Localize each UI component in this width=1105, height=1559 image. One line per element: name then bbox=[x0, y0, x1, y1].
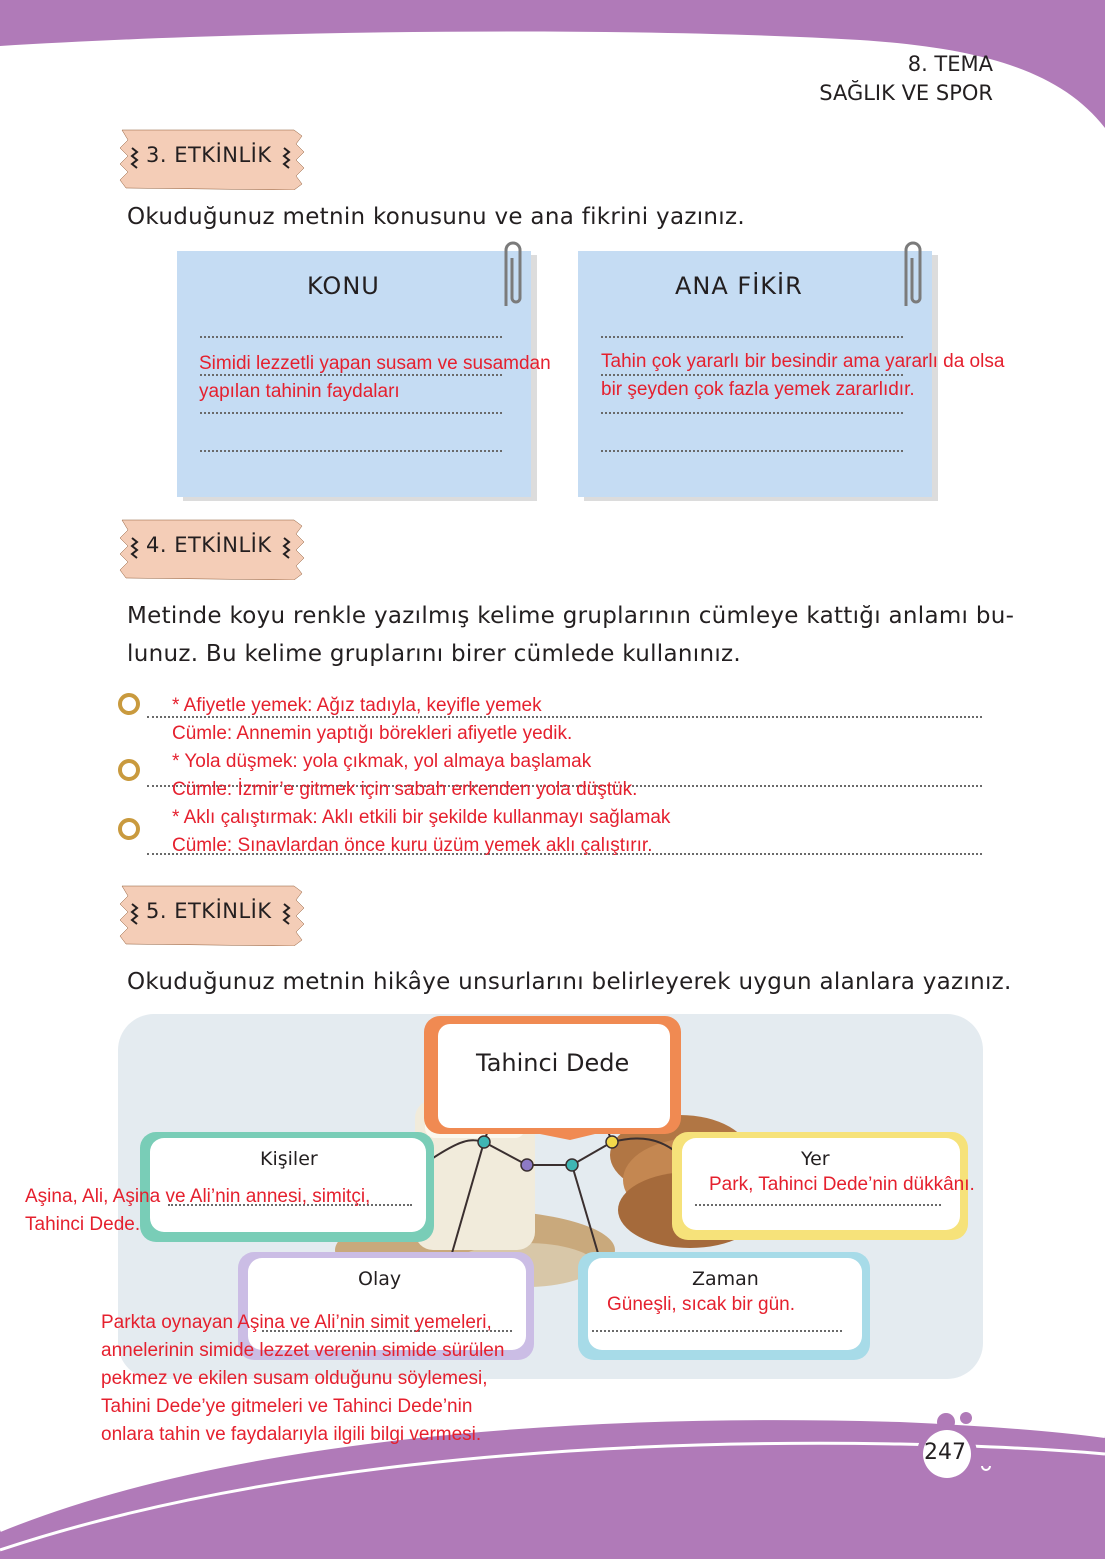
answer-line bbox=[592, 1330, 842, 1332]
zaman-label: Zaman bbox=[692, 1268, 759, 1290]
ana-fikir-answer-line-2: bir şeyden çok fazla yemek zararlıdır. bbox=[601, 379, 915, 400]
center-title: Tahinci Dede bbox=[476, 1049, 630, 1077]
olay-answer-line-1: Parkta oynayan Aşina ve Ali’nin simit yemeleri, bbox=[101, 1312, 492, 1333]
activity4-badge-label: 4. ETKİNLİK bbox=[146, 533, 272, 557]
activity3-badge-label: 3. ETKİNLİK bbox=[146, 143, 272, 167]
activity4-answer-3: * Yola düşmek: yola çıkmak, yol almaya başlamak bbox=[172, 751, 592, 772]
kisiler-answer-line-2: Tahinci Dede. bbox=[25, 1214, 141, 1235]
olay-answer-line-2: annelerinin simide lezzet verenin simide sürülen bbox=[101, 1340, 505, 1361]
activity4-answer-1: * Afiyetle yemek: Ağız tadıyla, keyifle yemek bbox=[172, 695, 542, 716]
activity5-instruction: Okuduğunuz metnin hikâye unsurlarını belirleyerek uygun alanlara yazınız. bbox=[127, 969, 1012, 995]
konu-title: KONU bbox=[307, 272, 380, 300]
activity4-answer-4: Cümle: İzmir’e gitmek için sabah erkenden yola düştük. bbox=[172, 779, 638, 800]
activity4-answer-6: Cümle: Sınavlardan önce kuru üzüm yemek aklı çalıştırır. bbox=[172, 835, 653, 856]
activity4-answer-2: Cümle: Annemin yaptığı börekleri afiyetle yedik. bbox=[172, 723, 573, 744]
olay-answer-line-3: pekmez ve ekilen susam olduğunu söylemesi, bbox=[101, 1368, 488, 1389]
theme-number: 8. TEMA bbox=[907, 52, 993, 76]
yer-answer: Park, Tahinci Dede’nin dükkânı. bbox=[709, 1174, 975, 1195]
zaman-answer: Güneşli, sıcak bir gün. bbox=[607, 1294, 795, 1315]
theme-name: SAĞLIK VE SPOR bbox=[819, 81, 993, 105]
konu-answer-line-2: yapılan tahinin faydaları bbox=[199, 381, 400, 402]
olay-label: Olay bbox=[358, 1268, 402, 1290]
center-card-shape bbox=[420, 1012, 690, 1142]
activity4-answer-5: * Aklı çalıştırmak: Aklı etkili bir şekilde kullanmayı sağlamak bbox=[172, 807, 671, 828]
ana-fikir-answer-line-1: Tahin çok yararlı bir besindir ama yararlı da olsa bbox=[601, 351, 1005, 372]
ana-fikir-title: ANA FİKİR bbox=[675, 272, 803, 300]
olay-answer-line-4: Tahini Dede’ye gitmeleri ve Tahinci Dede’nin bbox=[101, 1396, 473, 1417]
kisiler-label: Kişiler bbox=[260, 1148, 318, 1170]
activity4-instruction-2: lunuz. Bu kelime gruplarını birer cümlede kullanınız. bbox=[127, 641, 741, 667]
activity5-badge-label: 5. ETKİNLİK bbox=[146, 899, 272, 923]
kisiler-answer-line-1: Aşina, Ali, Aşina ve Ali’nin annesi, simitçi, bbox=[25, 1186, 371, 1207]
activity3-instruction: Okuduğunuz metnin konusunu ve ana fikrini yazınız. bbox=[127, 204, 745, 230]
yer-label: Yer bbox=[801, 1148, 830, 1170]
konu-answer-line-1: Simidi lezzetli yapan susam ve susamdan bbox=[199, 353, 551, 374]
answer-line bbox=[695, 1204, 941, 1206]
olay-answer-line-5: onlara tahin ve faydalarıyla ilgili bilgi vermesi. bbox=[101, 1424, 482, 1445]
activity4-instruction-1: Metinde koyu renkle yazılmış kelime gruplarının cümleye kattığı anlamı bu- bbox=[127, 603, 1015, 629]
page-number: 247 bbox=[924, 1440, 966, 1465]
